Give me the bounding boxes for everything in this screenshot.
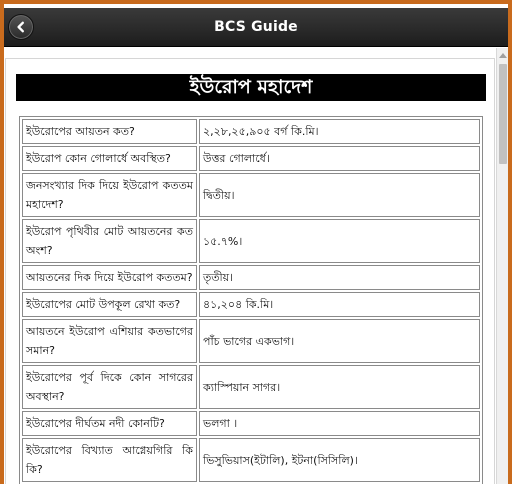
answer-cell: ১৫.৭%। — [199, 219, 480, 263]
table-row — [22, 146, 480, 171]
scroll-thumb[interactable] — [499, 64, 507, 164]
question-cell: ইউরোপের বিখ্যাত আগ্নেয়গিরি কি কি? — [22, 438, 197, 482]
question-cell: ইউরোপের দীর্ঘতম নদী কোনটি? — [22, 411, 197, 436]
answer-cell: ভিসুভিয়াস(ইটালি), ইটনা(সিসিলি)। — [199, 438, 480, 482]
answer-cell: উত্তর গোলার্ধে। — [199, 146, 480, 171]
question-cell: ইউরোপ পৃথিবীর মোট আয়তনের কত অংশ? — [22, 219, 197, 263]
answer-cell: ভলগা । — [199, 411, 480, 436]
page-title: BCS Guide — [214, 19, 298, 35]
table-row — [22, 119, 480, 144]
question-cell: আয়তনে ইউরোপ এশিয়ার কতভাগের সমান? — [22, 319, 197, 363]
table-row — [22, 265, 480, 290]
question-cell: ইউরোপের মোট উপকূল রেখা কত? — [22, 292, 197, 317]
answer-cell: তৃতীয়। — [199, 265, 480, 290]
question-cell: আয়তনের দিক দিয়ে ইউরোপ কততম? — [22, 265, 197, 290]
table-row — [22, 319, 480, 363]
answer-cell: ক্যাস্পিয়ান সাগর। — [199, 365, 480, 409]
table-row — [22, 219, 480, 263]
table-row — [22, 438, 480, 482]
question-cell: ইউরোপের আয়তন কত? — [22, 119, 197, 144]
section-title: ইউরোপ মহাদেশ — [16, 74, 486, 101]
table-row — [22, 411, 480, 436]
table-row — [22, 292, 480, 317]
answer-cell: ৪১,২০৪ কি.মি। — [199, 292, 480, 317]
answer-cell: ২,২৮,২৫,৯০৫ বর্গ কি.মি। — [199, 119, 480, 144]
table-row — [22, 173, 480, 217]
vertical-scrollbar[interactable] — [496, 48, 508, 484]
table-row — [22, 365, 480, 409]
qa-table — [19, 116, 483, 484]
answer-cell: দ্বিতীয়। — [199, 173, 480, 217]
content-area — [4, 48, 496, 484]
question-cell: ইউরোপ কোন গোলার্ধে অবস্থিত? — [22, 146, 197, 171]
question-cell: ইউরোপের পূর্ব দিকে কোন সাগরের অবস্থান? — [22, 365, 197, 409]
header-bar — [4, 8, 508, 47]
question-cell: জনসংখ্যার দিক দিয়ে ইউরোপ কততম মহাদেশ? — [22, 173, 197, 217]
answer-cell: পাঁচ ভাগের একভাগ। — [199, 319, 480, 363]
scroll-up-arrow[interactable] — [497, 48, 509, 62]
